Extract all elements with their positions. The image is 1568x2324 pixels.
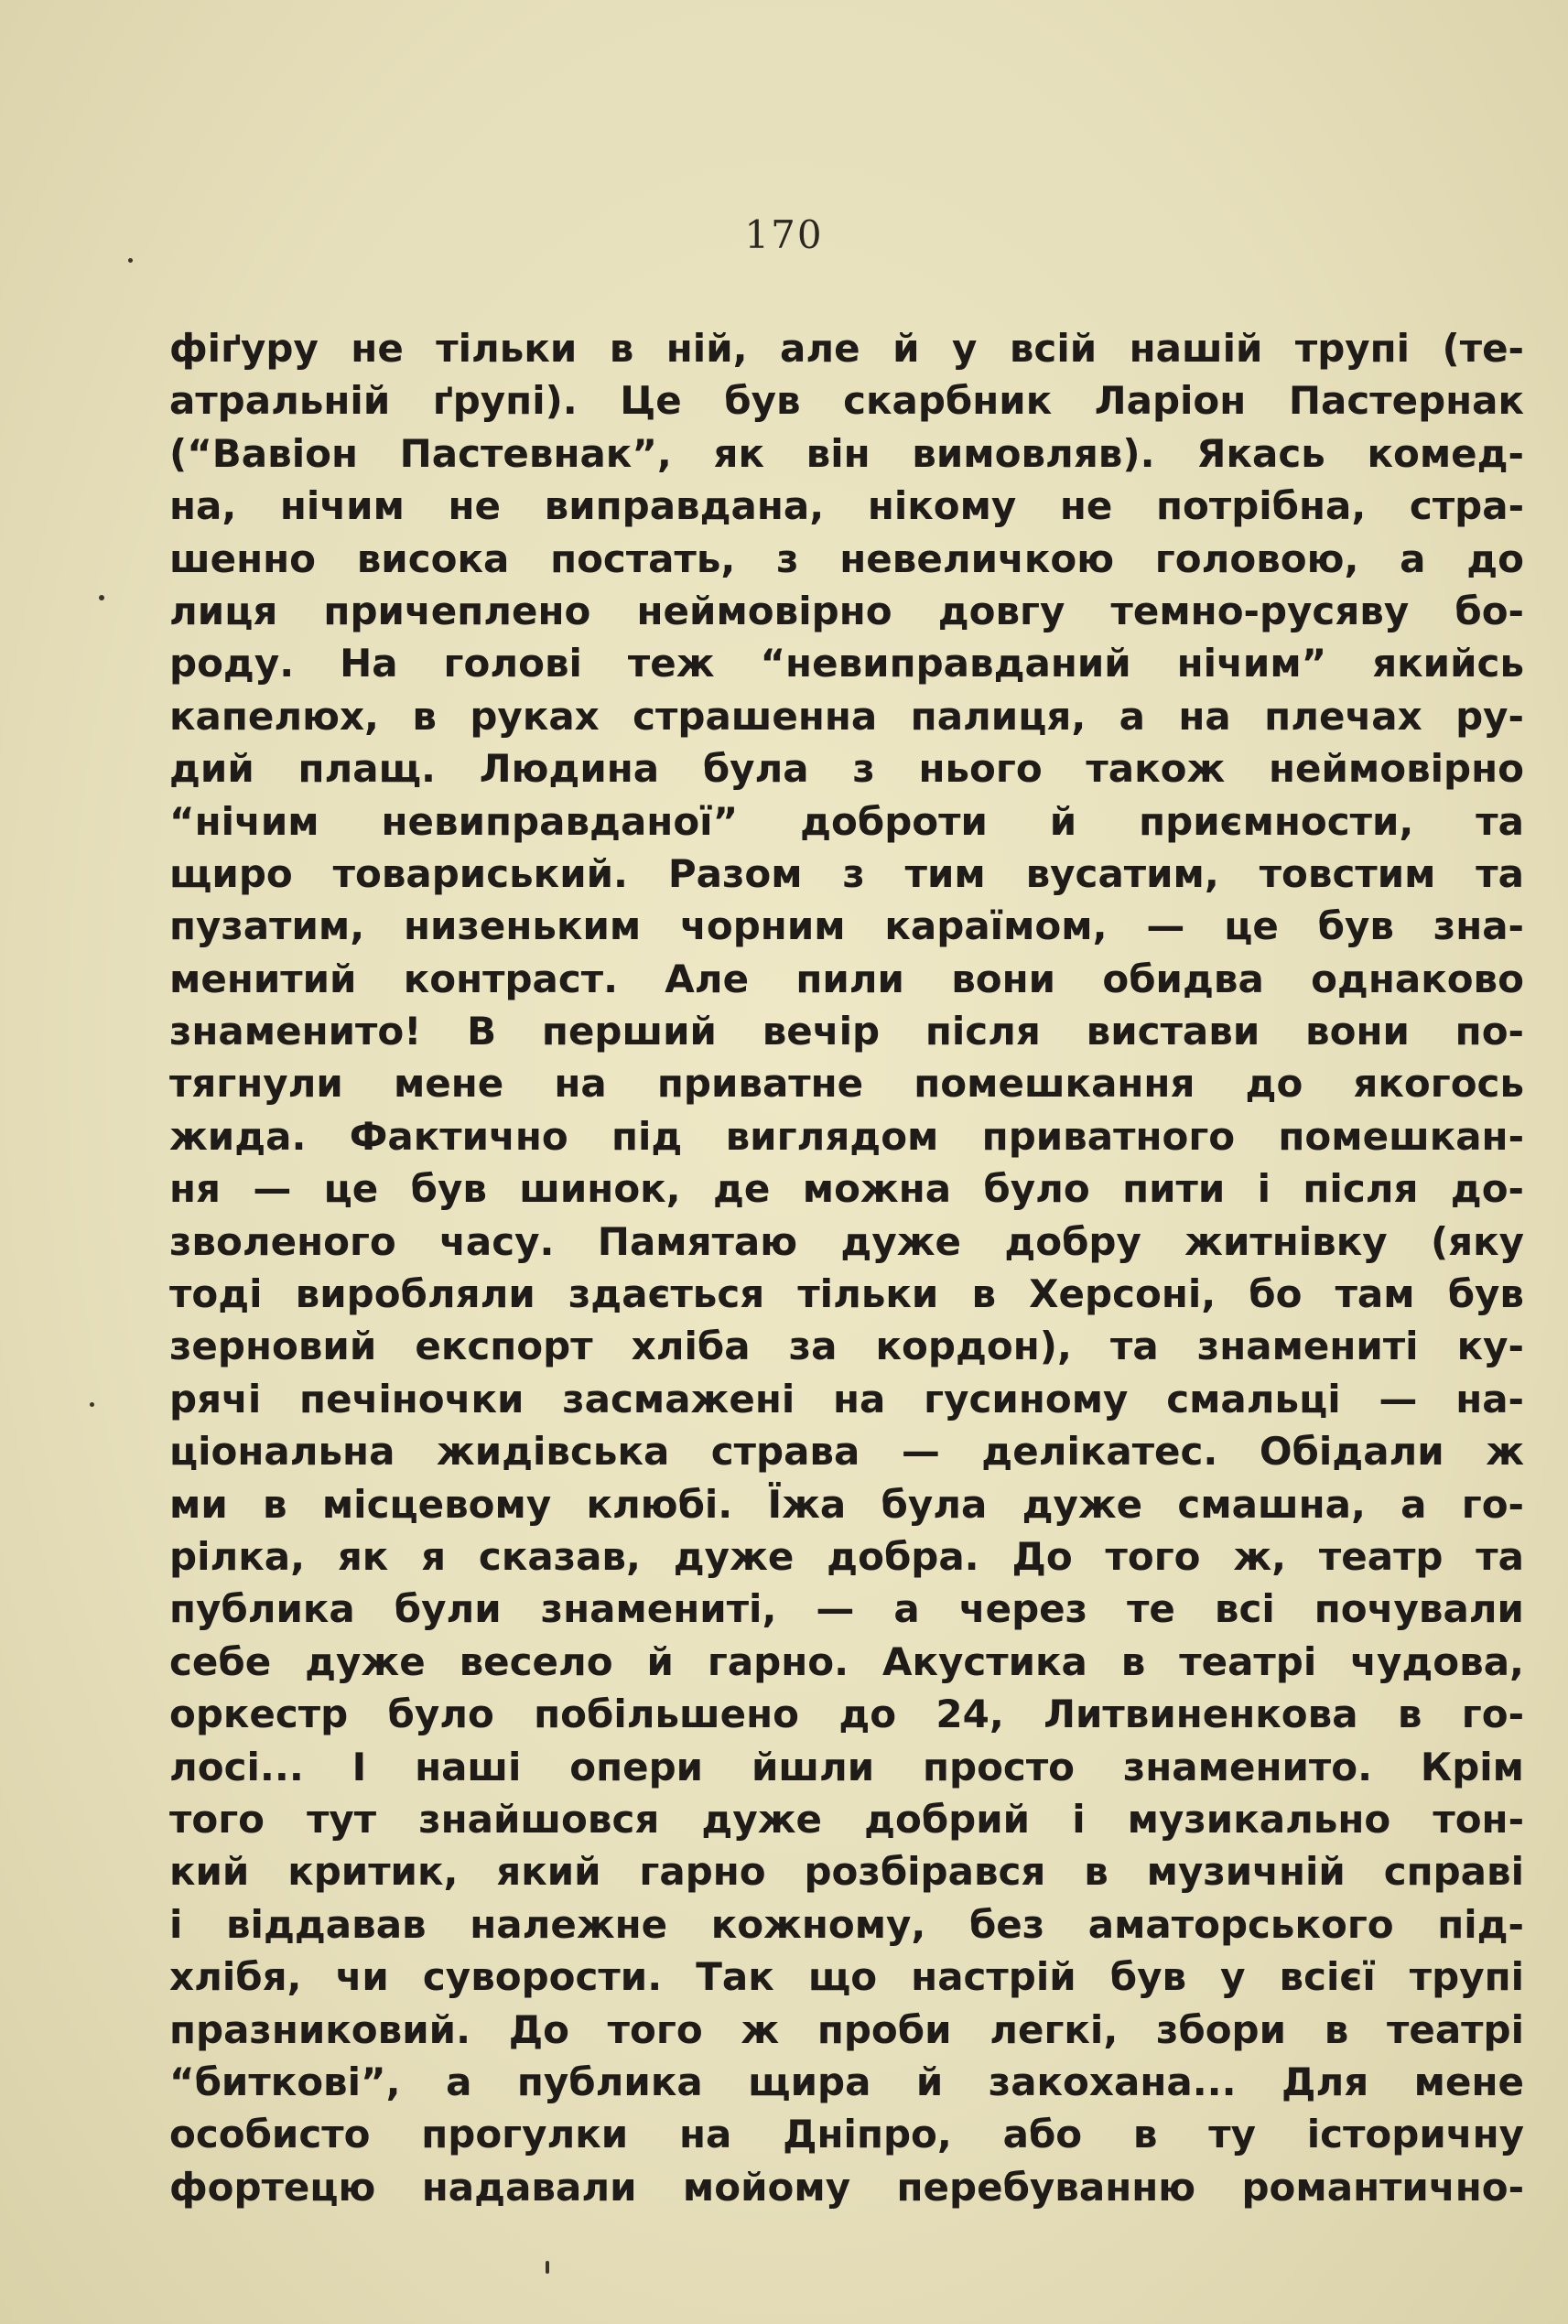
text-line: атральній ґрупі). Це був скарбник Ларіон Пастернак [169,378,1524,424]
text-line: ми в місцевому клюбі. Їжа була дуже смашна, а го- [169,1481,1524,1527]
text-line: щиро товариський. Разом з тим вусатим, товстим та [169,850,1524,896]
text-line: оркестр було побільшено до 24, Литвиненкова в го- [169,1692,1524,1737]
text-line: хлібя, чи суворости. Так що настрій був у всієї трупі [169,1954,1524,2000]
text-line: “биткові”, а публика щира й закохана... Для мене [169,2059,1524,2104]
text-line: лиця причеплено неймовірно довгу темно-русяву бо- [169,588,1524,633]
text-line: себе дуже весело й гарно. Акустика в театрі чудова, [169,1638,1524,1684]
text-line: празниковий. До того ж проби легкі, збори в театрі [169,2006,1524,2052]
text-line: менитий контраст. Але пили вони обидва однаково [169,956,1524,1001]
text-line: особисто прогулки на Дніпро, або в ту історичну [169,2112,1524,2157]
text-line: публика були знамениті, — а через те всі почували [169,1586,1524,1632]
text-line: ня — це був шинок, де можна було пити і після до- [169,1166,1524,1212]
text-line: на, нічим не виправдана, нікому не потрібна, стра- [169,483,1524,529]
text-line: тягнули мене на приватне помешкання до якогось [169,1061,1524,1107]
text-line: пузатим, низеньким чорним караїмом, — це був зна- [169,903,1524,949]
text-line: лосі... І наші опери йшли просто знаменито. Крім [169,1744,1524,1789]
text-line: зволеного часу. Памятаю дуже добру житнівку (яку [169,1218,1524,1264]
page-number: 170 [744,212,824,257]
text-line: капелюх, в руках страшенна палиця, а на плечах ру- [169,693,1524,739]
text-line: і віддавав належне кожному, без аматорського під- [169,1901,1524,1947]
text-line: жида. Фактично під виглядом приватного помешкан- [169,1113,1524,1159]
text-line: того тут знайшовся дуже добрий і музикально тон- [169,1796,1524,1842]
text-line: “нічим невиправданої” доброти й приємности, та [169,798,1524,844]
text-line: шенно висока постать, з невеличкою головою, а до [169,535,1524,581]
paper-speck [128,258,133,263]
text-line: ціональна жидівська страва — делікатес. Обідали ж [169,1429,1524,1475]
text-line: фіґуру не тільки в ній, але й у всій нашій трупі (те- [169,326,1524,371]
text-line: тоді виробляли здається тільки в Херсоні, бо там був [169,1271,1524,1317]
text-line: дий плащ. Людина була з нього також неймовірно [169,746,1524,792]
text-line: рілка, як я сказав, дуже добра. До того ж, театр та [169,1533,1524,1579]
text-line: зерновий експорт хліба за кордон), та знамениті ку- [169,1324,1524,1369]
paper-speck [99,595,104,600]
text-line: знаменито! В перший вечір після вистави вони по- [169,1009,1524,1054]
body-text [169,322,1524,2213]
paper-speck [546,2261,549,2274]
text-line: рячі печіночки засмажені на гусиному смальці — на- [169,1376,1524,1421]
paper-speck [90,1402,94,1407]
text-line: кий критик, який гарно розбірався в музичній справі [169,1849,1524,1895]
text-line: фортецю надавали мойому перебуванню романтично- [169,2164,1524,2210]
text-line: (“Вавіон Пастевнак”, як він вимовляв). Якась комед- [169,430,1524,476]
text-line: роду. На голові теж “невиправданий нічим” якийсь [169,641,1524,686]
